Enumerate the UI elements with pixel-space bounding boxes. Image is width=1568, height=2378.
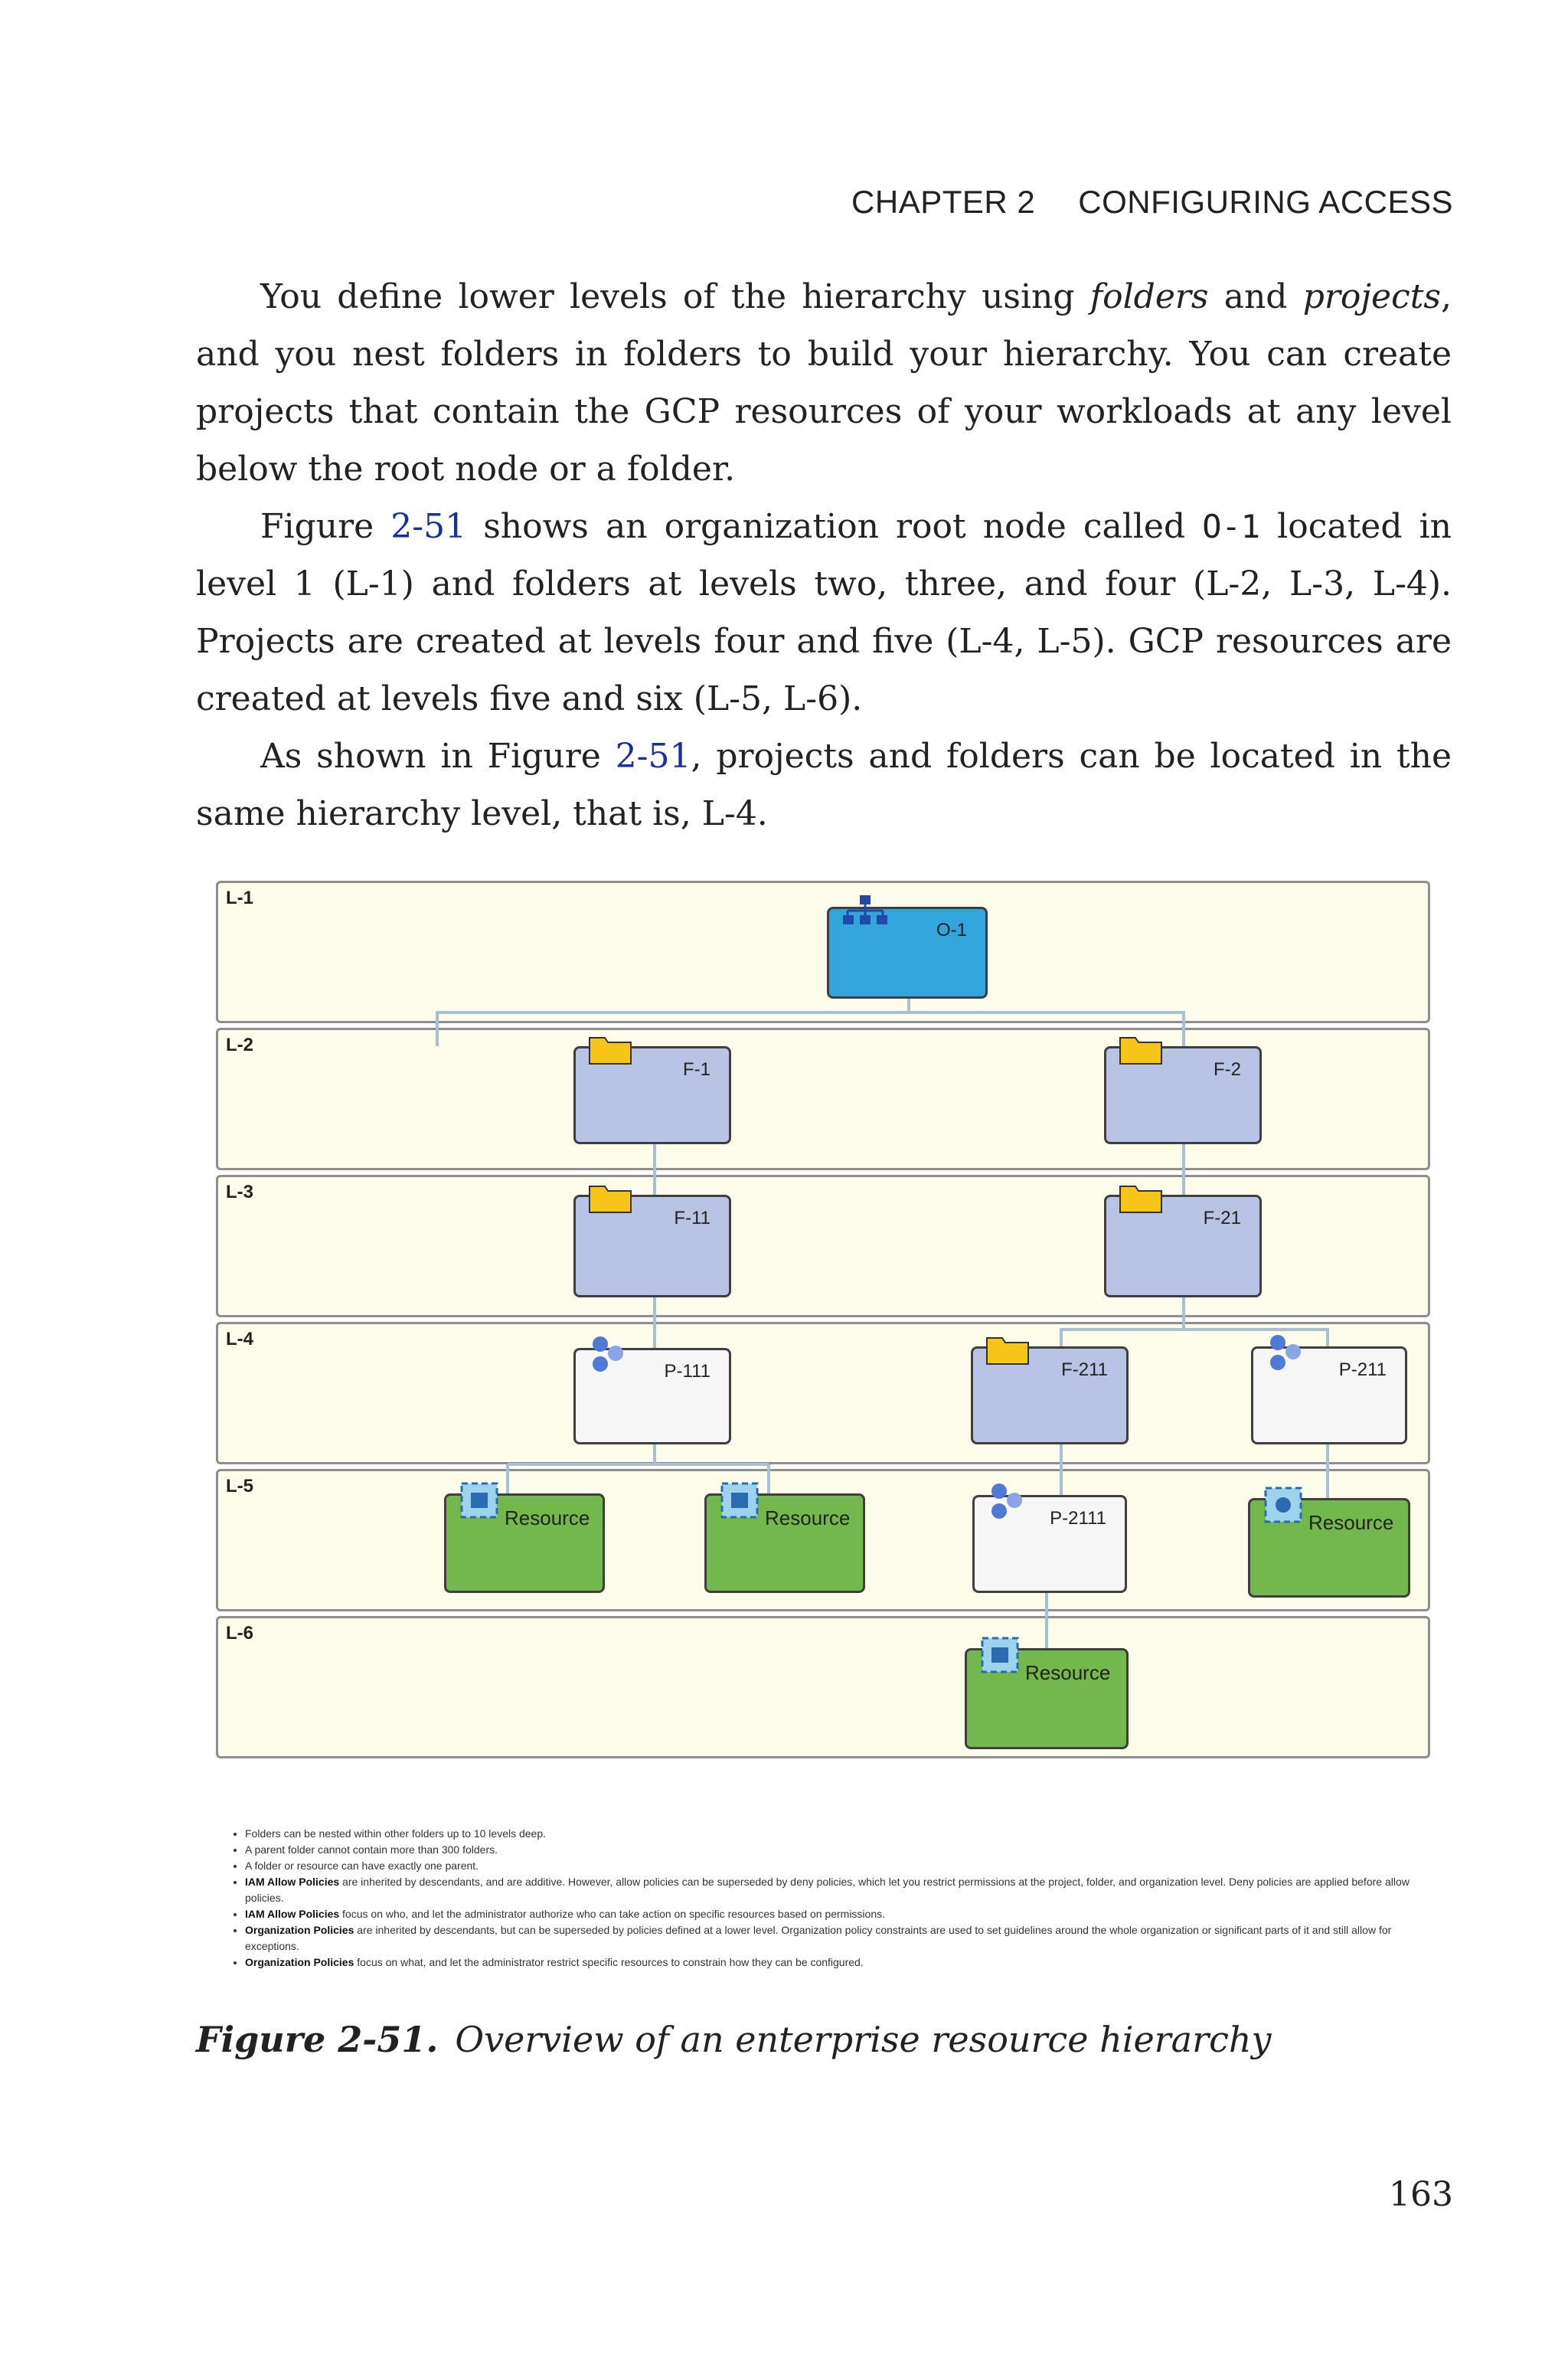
- note-item: • Organization Policies focus on what, and let the administrator restrict specific resources to constrain how they can be configured.: [245, 1954, 1433, 1971]
- body-text: [196, 268, 1452, 842]
- page-number: 163: [1389, 2175, 1453, 2214]
- node-label: P-2111: [1050, 1508, 1106, 1529]
- node-label: P-211: [1338, 1359, 1387, 1380]
- paragraph-2: [196, 498, 1452, 728]
- figure-caption: [196, 2019, 1271, 2060]
- project-icon: [1266, 1333, 1310, 1379]
- node-label: F-1: [683, 1059, 710, 1080]
- folder-node-f1[interactable]: [573, 1046, 731, 1144]
- node-label: F-11: [674, 1208, 710, 1228]
- running-header: [851, 184, 1453, 221]
- p1-text-c: , and you nest folders in folders to build your hierarchy. You can create projects that contain the GCP resources of your workloads at any level below the root node or a folder.: [196, 277, 1452, 489]
- node-label: O-1: [936, 920, 967, 940]
- level-label: L-4: [226, 1329, 253, 1349]
- folder-icon: [588, 1182, 632, 1217]
- level-label: L-2: [226, 1035, 253, 1055]
- node-label: F-211: [1061, 1359, 1108, 1380]
- node-label: F-21: [1203, 1208, 1241, 1228]
- note-item: • A folder or resource can have exactly one parent.: [245, 1858, 1433, 1874]
- p2-code-o1: O-1: [1202, 508, 1261, 545]
- org-node-o1[interactable]: [827, 907, 988, 999]
- node-label: Resource: [1308, 1511, 1394, 1534]
- chapter-label: CHAPTER 2: [851, 184, 1036, 220]
- p2-text-c: located in level 1 (L-1) and folders at levels two, three, and four (L-2, L-3, L-4). Projects are created at levels four and five (L-4, L-5). GCP resources are created at levels five and six (L-5, L-6).: [196, 507, 1452, 718]
- note-item: • IAM Allow Policies focus on who, and let the administrator authorize who can take action on specific resources based on permissions.: [245, 1906, 1433, 1922]
- node-label: P-111: [664, 1361, 710, 1382]
- level-label: L-3: [226, 1182, 253, 1202]
- caption-number: Figure 2-51.: [196, 2019, 439, 2060]
- level-label: L-5: [226, 1476, 253, 1496]
- note-item: • IAM Allow Policies are inherited by descendants, and are additive. However, allow policies can be superseded by deny policies, which let you restrict permissions at the project, folder, and organization level. Deny policies are applied before allow policies.: [245, 1874, 1433, 1906]
- connector-lines: [216, 881, 1433, 1807]
- paragraph-3: [196, 728, 1452, 842]
- figure-notes: [224, 1826, 1433, 1971]
- folder-icon: [1119, 1033, 1163, 1068]
- organization-icon: [841, 894, 889, 937]
- folder-node-f211[interactable]: [971, 1346, 1129, 1444]
- p1-text-a: You define lower levels of the hierarchy using: [260, 277, 1090, 316]
- node-label: Resource: [505, 1506, 590, 1529]
- p3-text-a: As shown in Figure: [260, 737, 616, 776]
- resource-node-3[interactable]: [1248, 1498, 1410, 1598]
- folder-node-f2[interactable]: [1104, 1046, 1262, 1144]
- caption-text: Overview of an enterprise resource hierarchy: [455, 2019, 1272, 2060]
- project-node-p2111[interactable]: [972, 1495, 1127, 1593]
- paragraph-1: [196, 268, 1452, 498]
- level-label: L-1: [226, 888, 253, 908]
- resource-icon: [719, 1480, 760, 1523]
- p2-text-b: shows an organization root node called: [466, 507, 1203, 546]
- folder-node-f11[interactable]: [573, 1195, 731, 1297]
- folder-icon: [588, 1033, 632, 1068]
- resource-node-2[interactable]: [704, 1493, 865, 1593]
- p3-text-b: , projects and folders can be located in the same hierarchy level, that is, L-4.: [196, 737, 1452, 833]
- resource-icon: [979, 1635, 1021, 1678]
- node-label: Resource: [1025, 1661, 1111, 1684]
- p1-folders-term: folders: [1089, 277, 1209, 316]
- figure-ref-link[interactable]: 2-51: [615, 737, 691, 776]
- note-item: • A parent folder cannot contain more than 300 folders.: [245, 1842, 1433, 1858]
- resource-node-4[interactable]: [965, 1648, 1129, 1749]
- folder-node-f21[interactable]: [1104, 1195, 1262, 1297]
- folder-icon: [1119, 1182, 1163, 1217]
- node-label: Resource: [765, 1506, 851, 1529]
- level-label: L-6: [226, 1623, 253, 1644]
- p1-text-b: and: [1208, 277, 1303, 316]
- node-label: F-2: [1214, 1059, 1241, 1080]
- resource-icon: [1263, 1485, 1304, 1528]
- folder-icon: [985, 1333, 1030, 1369]
- resource-icon: [459, 1480, 500, 1523]
- project-node-p111[interactable]: [573, 1348, 731, 1444]
- hierarchy-figure: [216, 881, 1433, 1807]
- resource-node-1[interactable]: [444, 1493, 605, 1593]
- p2-text-a: Figure: [260, 507, 391, 546]
- figure-ref-link[interactable]: 2-51: [390, 507, 467, 546]
- note-item: • Organization Policies are inherited by descendants, but can be superseded by policies defined at a lower level. Organization policy constraints are used to set guidelines around the whole organization or significant parts of it and still allow for exceptions.: [245, 1922, 1433, 1954]
- note-item: • Folders can be nested within other folders up to 10 levels deep.: [245, 1826, 1433, 1842]
- p1-projects-term: projects: [1302, 277, 1441, 316]
- project-node-p211[interactable]: [1251, 1346, 1407, 1444]
- project-icon: [987, 1482, 1031, 1528]
- project-icon: [588, 1335, 632, 1381]
- chapter-title: CONFIGURING ACCESS: [1078, 184, 1453, 220]
